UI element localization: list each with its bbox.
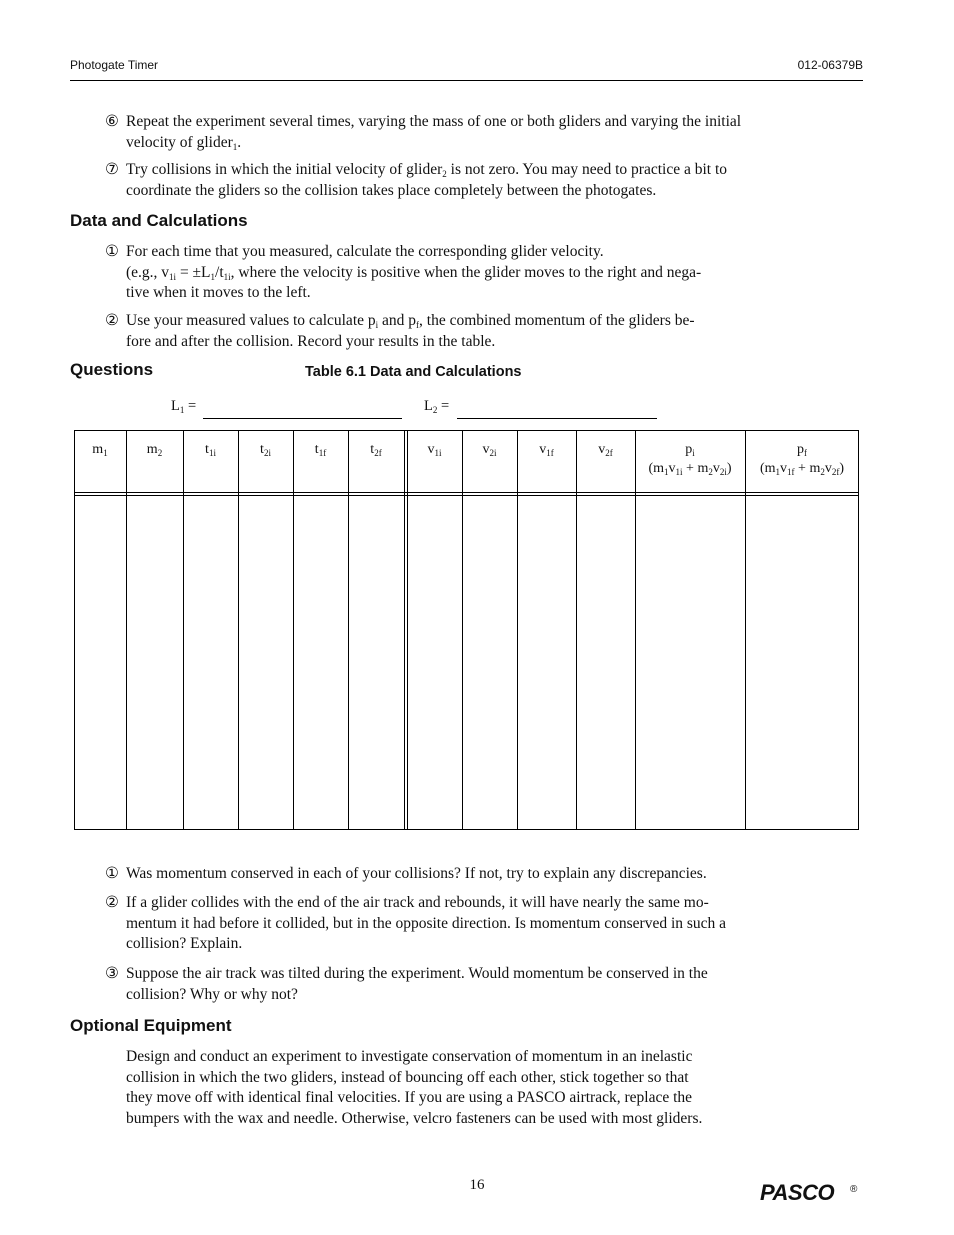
column-formula — [635, 459, 745, 478]
subscript: 2f — [374, 448, 382, 458]
column-symbol — [635, 440, 745, 459]
text: + m — [682, 461, 709, 476]
subscript: i — [692, 448, 695, 458]
text: v — [824, 461, 832, 476]
step-6 — [105, 112, 745, 153]
text: = ±L — [176, 263, 211, 281]
paragraph-line: collision in which the two gliders, instead of bouncing off each other, stick together so that — [126, 1068, 689, 1086]
table-column-divider — [183, 430, 184, 830]
subscript: 1f — [546, 448, 554, 458]
table-column-divider — [745, 430, 746, 830]
subscript: 1i — [223, 271, 231, 282]
subscript: 1 — [179, 405, 185, 415]
text: t — [260, 442, 264, 457]
question-number: ③ — [105, 965, 119, 982]
text: p — [685, 442, 693, 457]
question-text: Suppose the air track was tilted during the experiment. Would momentum be conserved in the collision? Why or why not? — [126, 965, 708, 1003]
text: ) — [726, 461, 732, 476]
section-heading-questions: Questions — [70, 360, 154, 379]
column-header-v2f — [576, 440, 635, 459]
data-calc-item-1 — [105, 242, 745, 304]
subscript: 2f — [605, 448, 613, 458]
subscript: 2 — [442, 169, 447, 179]
table-column-divider — [517, 430, 518, 830]
item-line: For each time that you measured, calculate the corresponding glider velocity. — [126, 243, 604, 260]
question-text: Was momentum conserved in each of your collisions? If not, try to explain any discrepancies. — [126, 865, 707, 882]
text: (m — [648, 461, 665, 476]
column-header-t1f — [293, 440, 348, 459]
step-7 — [105, 160, 745, 201]
item-line: tive when it moves to the left. — [126, 284, 311, 301]
pasco-logo: PASCO — [760, 1180, 835, 1205]
subscript: 1 — [103, 448, 108, 458]
l1-entry-line[interactable] — [203, 418, 402, 419]
header-title: Photogate Timer — [70, 58, 159, 72]
text: = — [184, 398, 197, 414]
column-header-m1 — [74, 440, 126, 459]
column-header-m2 — [126, 440, 183, 459]
item-number: ② — [105, 312, 119, 329]
question-2 — [105, 893, 730, 955]
subscript: f — [804, 448, 807, 458]
header-rule — [70, 80, 863, 81]
subscript: 2 — [820, 467, 825, 477]
text: m — [92, 442, 104, 457]
table-column-divider — [126, 430, 127, 830]
paragraph-line: Design and conduct an experiment to investigate conservation of momentum in an inelastic — [126, 1048, 693, 1065]
optional-paragraph — [126, 1047, 766, 1129]
text: L — [424, 398, 433, 414]
item-number: ① — [105, 243, 119, 260]
table-header-rule — [74, 495, 859, 496]
text: (m — [759, 461, 776, 476]
step-text: is not zero. You may need to practice a bit to coordinate the gliders so the collision takes place completely between the photogates. — [126, 161, 728, 199]
subscript: f — [416, 320, 420, 330]
column-symbol — [745, 440, 859, 459]
text: ) — [839, 461, 845, 476]
subscript: i — [375, 320, 379, 330]
subscript: 1 — [232, 141, 238, 152]
subscript: 2i — [263, 448, 271, 458]
table-column-divider — [635, 430, 636, 830]
table-column-divider — [404, 430, 405, 830]
registered-mark: ® — [850, 1184, 858, 1195]
text: /t — [215, 263, 224, 281]
step-number: ⑥ — [105, 113, 119, 130]
subscript: 2 — [432, 405, 438, 415]
question-number: ① — [105, 865, 119, 882]
text: v — [427, 442, 435, 457]
subscript: 2i — [489, 448, 497, 458]
text: v — [598, 442, 606, 457]
text: , where the velocity is positive when the glider moves to the right and nega- — [230, 263, 702, 281]
table-caption: Table 6.1 Data and Calculations — [305, 364, 522, 380]
table-header-rule — [74, 492, 859, 493]
question-3 — [105, 964, 745, 1005]
column-header-pf — [745, 440, 859, 478]
l2-entry-line[interactable] — [457, 418, 657, 419]
question-number: ② — [105, 894, 119, 911]
data-table — [74, 430, 859, 830]
step-text: . — [237, 133, 242, 151]
subscript: 2f — [831, 467, 840, 477]
question-1 — [105, 864, 745, 885]
text: v — [780, 461, 788, 476]
column-header-v1i — [407, 440, 462, 459]
paragraph-line: they move off with identical final velocities. If you are using a PASCO airtrack, replace the — [126, 1089, 693, 1106]
text: L — [171, 398, 180, 414]
subscript: 2 — [157, 448, 163, 458]
l2-label — [424, 398, 449, 415]
question-text: If a glider collides with the end of the air track and rebounds, it will have nearly the same mo-mentum it had before it collided, but in the opposite direction. Is momentum conserved in such a collision? Explain. — [126, 894, 727, 952]
subscript: 1 — [775, 467, 781, 477]
text: = — [437, 398, 450, 414]
text: p — [797, 442, 804, 457]
text: v — [482, 442, 490, 457]
subscript: 1i — [675, 467, 683, 477]
text: Use your measured values to calculate p — [126, 312, 376, 329]
paragraph-line: bumpers with the wax and needle. Otherwise, velcro fasteners can be used with most gliders. — [126, 1109, 703, 1127]
item-line — [126, 311, 745, 332]
text: v — [668, 461, 676, 476]
table-column-divider — [576, 430, 577, 830]
subscript: 1 — [210, 271, 216, 282]
subscript: 1f — [787, 467, 795, 477]
step-number: ⑦ — [105, 161, 119, 178]
text: v — [539, 442, 547, 457]
column-header-v2i — [462, 440, 517, 459]
step-text: Try collisions in which the initial velocity of glider — [126, 161, 443, 178]
document-number: 012-06379B — [797, 58, 863, 72]
text: v — [712, 461, 720, 476]
subscript: 1f — [318, 448, 327, 458]
subscript: 1i — [208, 448, 216, 458]
subscript: 1 — [664, 467, 669, 477]
item-line: fore and after the collision. Record your results in the table. — [126, 332, 496, 350]
table-column-divider — [293, 430, 294, 830]
text: , the combined momentum of the gliders be- — [419, 312, 695, 329]
table-column-divider — [348, 430, 349, 830]
column-header-t2f — [348, 440, 404, 459]
step-text: Repeat the experiment several times, varying the mass of one or both gliders and varying the initial velocity of glider — [126, 113, 742, 151]
l1-label — [171, 398, 196, 415]
subscript: 2i — [719, 467, 727, 477]
section-heading-data-calculations: Data and Calculations — [70, 211, 248, 230]
text: and p — [378, 312, 417, 329]
text: t — [370, 442, 375, 457]
text: (e.g., v — [126, 263, 170, 281]
column-formula — [745, 459, 859, 478]
column-header-t2i — [238, 440, 293, 459]
column-header-t1i — [183, 440, 238, 459]
text: + m — [794, 461, 821, 476]
table-column-divider — [238, 430, 239, 830]
page-number: 16 — [469, 1177, 485, 1193]
text: t — [205, 442, 209, 457]
data-calc-item-2 — [105, 311, 745, 352]
column-header-pi — [635, 440, 745, 478]
text: m — [146, 442, 158, 457]
subscript: 1i — [169, 271, 177, 282]
table-column-divider — [462, 430, 463, 830]
section-heading-optional-equipment: Optional Equipment — [70, 1016, 232, 1035]
item-line — [126, 263, 745, 284]
table-column-divider — [407, 430, 408, 830]
subscript: 2 — [708, 467, 713, 477]
subscript: 1i — [434, 448, 442, 458]
text: t — [314, 442, 319, 457]
column-header-v1f — [517, 440, 576, 459]
